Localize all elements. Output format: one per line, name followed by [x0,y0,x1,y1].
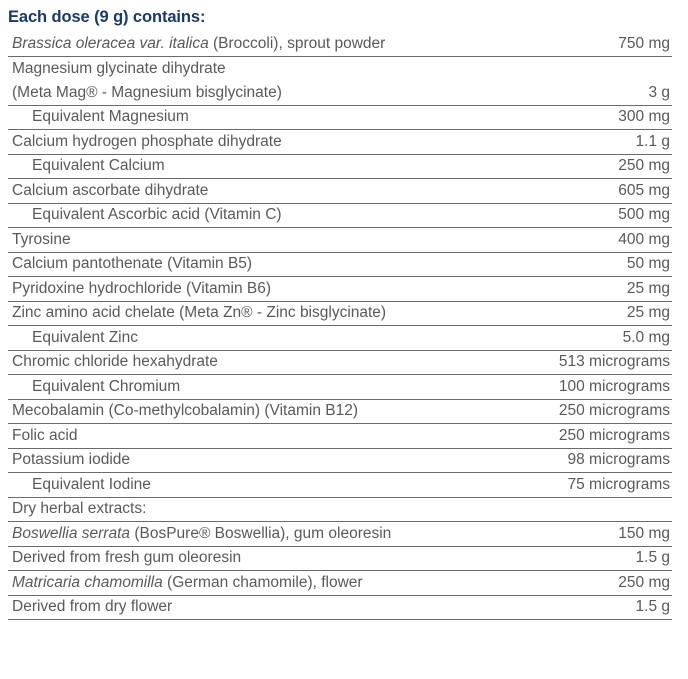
ingredient-latin-name: Brassica oleracea var. italica [12,34,209,52]
ingredient-name [8,279,271,299]
ingredient-row [8,547,672,572]
ingredient-label: Equivalent Chromium [32,377,181,395]
ingredient-amount: 513 micrograms [558,353,670,371]
ingredient-row [8,81,672,106]
ingredient-name [8,205,282,225]
ingredient-row [8,596,672,621]
ingredient-row [8,449,672,474]
ingredient-row [8,375,672,400]
ingredient-label: Chromic chloride hexahydrate [12,353,218,371]
ingredient-label: Calcium ascorbate dihydrate [12,181,209,199]
ingredient-label: Equivalent Magnesium [32,108,189,126]
ingredient-amount: 400 mg [618,230,670,248]
ingredient-name [8,377,180,397]
ingredient-label: Zinc amino acid chelate (Meta Zn® - Zinc bisglycinate) [12,304,387,322]
ingredient-label: Tyrosine [12,230,71,248]
ingredient-name [8,107,189,127]
ingredient-label: Equivalent Ascorbic acid (Vitamin C) [32,206,282,224]
ingredient-row [8,204,672,229]
ingredient-table [8,32,672,620]
ingredient-amount: 250 mg [618,573,670,591]
ingredient-amount: 25 mg [626,279,670,297]
ingredient-row [8,473,672,498]
ingredient-row [8,522,672,547]
ingredient-amount: 98 micrograms [567,451,670,469]
ingredient-row [8,57,672,82]
ingredient-name [8,475,151,495]
ingredient-latin-name: Boswellia serrata [12,524,131,542]
ingredient-name [8,132,282,152]
ingredient-row [8,179,672,204]
ingredient-name [8,254,252,274]
ingredient-label: Dry herbal extracts: [12,500,147,518]
ingredient-name [8,401,358,421]
ingredient-row [8,498,672,523]
ingredient-label: (Broccoli), sprout powder [208,34,386,52]
ingredient-row [8,277,672,302]
ingredient-name [8,499,146,519]
ingredient-label: Potassium iodide [12,451,131,469]
ingredient-amount: 1.5 g [635,598,670,616]
ingredient-name [8,450,130,470]
ingredient-row [8,228,672,253]
ingredient-label: Equivalent Calcium [32,157,165,175]
ingredient-amount: 250 mg [618,157,670,175]
ingredient-amount: 25 mg [626,304,670,322]
ingredient-label: Calcium pantothenate (Vitamin B5) [12,255,253,273]
ingredient-name [8,83,282,103]
ingredient-amount: 250 micrograms [558,402,670,420]
ingredient-label: Equivalent Zinc [32,328,138,346]
ingredient-row [8,32,672,57]
ingredient-name [8,34,385,54]
ingredient-amount: 500 mg [618,206,670,224]
ingredient-amount: 1.5 g [635,549,670,567]
ingredient-row [8,424,672,449]
ingredient-label: Equivalent Iodine [32,475,151,493]
ingredient-label: Calcium hydrogen phosphate dihydrate [12,132,282,150]
ingredient-amount: 605 mg [618,181,670,199]
ingredient-row [8,400,672,425]
ingredient-row [8,106,672,131]
ingredient-row [8,155,672,180]
ingredient-row [8,253,672,278]
ingredient-row [8,326,672,351]
ingredient-amount: 75 micrograms [567,475,670,493]
ingredient-amount: 300 mg [618,108,670,126]
ingredient-amount: 50 mg [626,255,670,273]
ingredient-name [8,303,386,323]
ingredient-label: Pyridoxine hydrochloride (Vitamin B6) [12,279,272,297]
ingredient-row [8,130,672,155]
ingredient-name [8,156,165,176]
dose-heading: Each dose (9 g) contains: [8,8,206,26]
ingredient-row [8,351,672,376]
ingredient-name [8,230,71,250]
ingredient-label: Magnesium glycinate dihydrate [12,59,226,77]
ingredient-latin-name: Matricaria chamomilla [12,573,163,591]
ingredient-label: Derived from fresh gum oleoresin [12,549,242,567]
ingredient-row [8,302,672,327]
ingredient-label: (German chamomile), flower [162,573,363,591]
ingredient-label: (BosPure® Boswellia), gum oleoresin [130,524,392,542]
ingredient-label: Derived from dry flower [12,598,173,616]
ingredient-name [8,181,208,201]
ingredient-amount: 100 micrograms [558,377,670,395]
ingredient-amount: 750 mg [618,34,670,52]
ingredient-name [8,352,218,372]
ingredient-label: (Meta Mag® - Magnesium bisglycinate) [12,83,282,101]
ingredient-label: Folic acid [12,426,78,444]
ingredient-name [8,59,226,79]
ingredient-amount: 3 g [648,83,670,101]
ingredient-amount: 5.0 mg [622,328,670,346]
ingredient-name [8,328,138,348]
ingredient-name [8,597,172,617]
ingredient-name [8,524,391,544]
ingredient-row [8,571,672,596]
ingredient-name [8,548,241,568]
ingredient-name [8,426,77,446]
ingredient-label: Mecobalamin (Co-methylcobalamin) (Vitamin B12) [12,402,359,420]
ingredient-amount: 1.1 g [635,132,670,150]
ingredient-amount: 250 micrograms [558,426,670,444]
ingredient-amount: 150 mg [618,524,670,542]
ingredient-name [8,573,363,593]
